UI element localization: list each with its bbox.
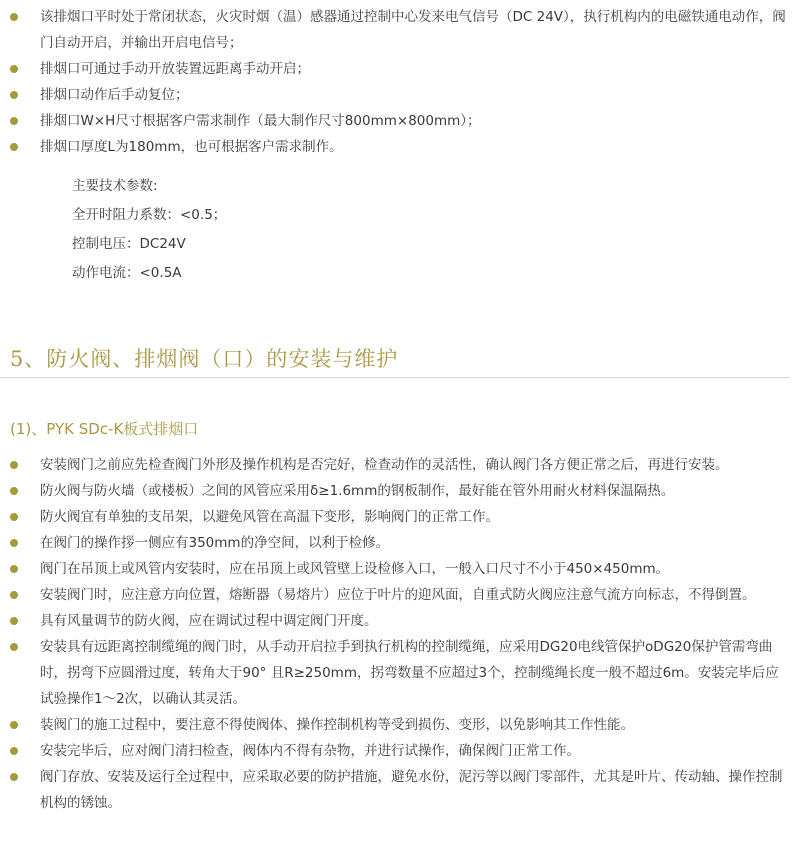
bullet-dot-icon [10,643,18,651]
bullet-dot-icon [10,487,18,495]
bullet-dot-icon [10,461,18,469]
bullet-dot-icon [10,747,18,755]
list-item-text: 排烟口厚度L为180mm，也可根据客户需求制作。 [40,139,343,155]
list-item-text: 安装阀门之前应先检查阀门外形及操作机构是否完好，检查动作的灵活性，确认阀门各方便正常之后，再进行安装。 [40,457,729,473]
list-item-text: 安装完毕后，应对阀门清扫检查，阀体内不得有杂物，并进行试操作，确保阀门正常工作。 [40,743,580,759]
bullet-dot-icon [10,565,18,573]
list-item [0,608,800,634]
tech-params [72,172,226,288]
list-item [0,530,800,556]
bullet-dot-icon [10,91,18,99]
list-item [0,56,800,82]
subsection-title: (1)、PYK SDc-K板式排烟口 [10,420,199,438]
list-item-text: 排烟口动作后手动复位； [40,87,189,103]
list-item [0,634,800,712]
list-item-text: 阀门在吊顶上或风管内安装时，应在吊顶上或风管壁上设检修入口，一般入口尺寸不小于450×450mm。 [40,561,670,577]
list-item-text: 排烟口W×H尺寸根据客户需求制作（最大制作尺寸800mm×800mm）； [40,113,481,129]
tech-param-item: 全开时阻力系数：<0.5； [72,207,227,223]
list-item-text: 阀门存放、安装及运行全过程中，应采取必要的防护措施，避免水份，泥污等以阀门零部件，尤其是叶片、传动轴、操作控制机构的锈蚀。 [40,769,783,811]
list-item [0,452,800,478]
list-item [0,134,800,160]
list-item-text: 防火阀与防火墙（或楼板）之间的风管应采用δ≥1.6mm的钢板制作，最好能在管外用耐火材料保温隔热。 [40,483,675,499]
list-item-text: 防火阀宜有单独的支吊架，以避免风管在高温下变形，影响阀门的正常工作。 [40,509,499,525]
install-list-section [0,452,800,816]
bullet-dot-icon [10,591,18,599]
list-item-text: 安装阀门时，应注意方向位置，熔断器（易熔片）应位于叶片的迎风面，自重式防火阀应注意气流方向标志，不得倒置。 [40,587,756,603]
list-item-text: 该排烟口平时处于常闭状态，火灾时烟（温）感器通过控制中心发来电气信号（DC 24V），执行机构内的电磁铁通电动作，阀门自动开启，并输出开启电信号； [40,9,786,51]
bullet-dot-icon [10,65,18,73]
bullet-dot-icon [10,13,18,21]
bullet-dot-icon [10,721,18,729]
list-item [0,504,800,530]
list-item [0,108,800,134]
tech-params-heading: 主要技术参数: [72,178,158,194]
feature-list [0,4,800,160]
list-item-text: 装阀门的施工过程中，要注意不得使阀体、操作控制机构等受到损伤、变形，以免影响其工作性能。 [40,717,634,733]
install-list [0,452,800,816]
section-divider [0,377,790,378]
list-item-text: 具有风量调节的防火阀，应在调试过程中调定阀门开度。 [40,613,378,629]
list-item [0,478,800,504]
list-item [0,582,800,608]
list-item [0,764,800,816]
bullet-dot-icon [10,539,18,547]
bullet-dot-icon [10,773,18,781]
list-item [0,82,800,108]
list-item-text: 安装具有远距离控制缆绳的阀门时，从手动开启拉手到执行机构的控制缆绳，应采用DG20电线管保护oDG20保护管需弯曲时，拐弯下应圆滑过度，转角大于90° 且R≥250mm，拐弯数量不应超过3个，控制缆绳长度一般不超过6m。安装完毕后应试验操作1～2次，以确认其灵活。 [40,639,779,707]
list-item [0,556,800,582]
bullet-dot-icon [10,617,18,625]
list-item-text: 排烟口可通过手动开放装置远距离手动开启； [40,61,310,77]
bullet-dot-icon [10,143,18,151]
list-item-text: 在阀门的操作拶一侧应有350mm的净空间，以利于检修。 [40,535,390,551]
list-item [0,712,800,738]
bullet-dot-icon [10,513,18,521]
list-item [0,4,800,56]
list-item [0,738,800,764]
section-title: 5、防火阀、排烟阀（口）的安装与维护 [10,347,399,371]
bullet-dot-icon [10,117,18,125]
tech-param-item: 动作电流：<0.5A [72,265,182,281]
feature-list-section [0,4,800,160]
tech-param-item: 控制电压：DC24V [72,236,186,252]
